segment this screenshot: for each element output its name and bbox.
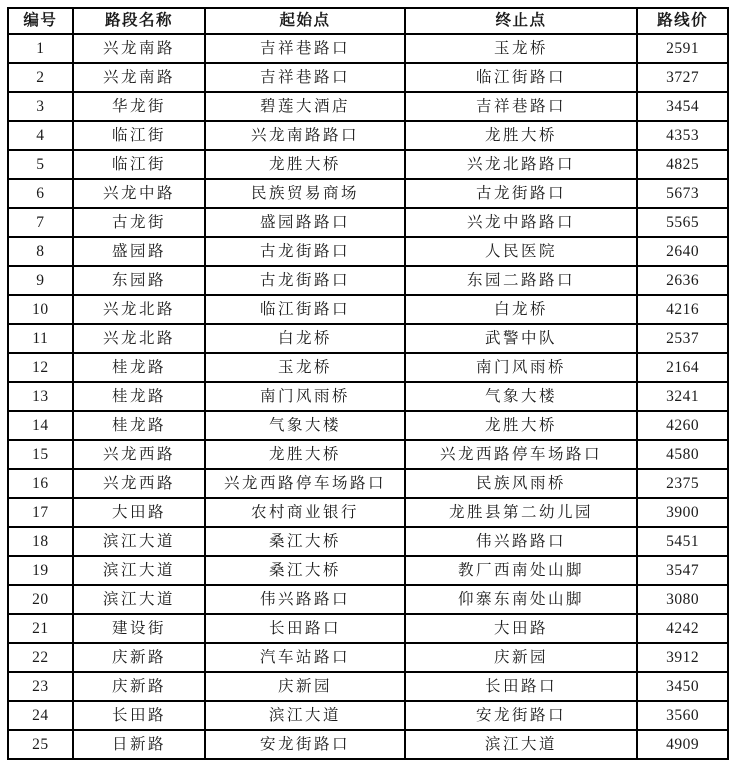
cell-number: 22 <box>8 643 73 672</box>
cell-end-point: 仰寨东南处山脚 <box>405 585 638 614</box>
cell-road-name: 庆新路 <box>73 643 205 672</box>
table-row <box>8 672 728 701</box>
cell-number: 17 <box>8 498 73 527</box>
cell-end-point: 东园二路路口 <box>405 266 638 295</box>
cell-start-point: 民族贸易商场 <box>205 179 404 208</box>
cell-number: 13 <box>8 382 73 411</box>
cell-number: 9 <box>8 266 73 295</box>
cell-route-price: 2591 <box>637 34 728 63</box>
cell-start-point: 碧莲大酒店 <box>205 92 404 121</box>
cell-number: 5 <box>8 150 73 179</box>
cell-number: 7 <box>8 208 73 237</box>
cell-start-point: 安龙街路口 <box>205 730 404 759</box>
cell-end-point: 兴龙北路路口 <box>405 150 638 179</box>
cell-end-point: 龙胜大桥 <box>405 411 638 440</box>
cell-end-point: 大田路 <box>405 614 638 643</box>
cell-road-name: 长田路 <box>73 701 205 730</box>
table-row <box>8 237 728 266</box>
cell-start-point: 长田路口 <box>205 614 404 643</box>
cell-number: 1 <box>8 34 73 63</box>
cell-start-point: 吉祥巷路口 <box>205 34 404 63</box>
cell-route-price: 4909 <box>637 730 728 759</box>
cell-start-point: 庆新园 <box>205 672 404 701</box>
cell-number: 11 <box>8 324 73 353</box>
table-row <box>8 34 728 63</box>
table-row <box>8 498 728 527</box>
cell-end-point: 南门风雨桥 <box>405 353 638 382</box>
cell-start-point: 玉龙桥 <box>205 353 404 382</box>
cell-road-name: 兴龙北路 <box>73 295 205 324</box>
table-row <box>8 208 728 237</box>
cell-end-point: 白龙桥 <box>405 295 638 324</box>
cell-road-name: 兴龙南路 <box>73 63 205 92</box>
table-row <box>8 63 728 92</box>
cell-start-point: 龙胜大桥 <box>205 440 404 469</box>
cell-number: 12 <box>8 353 73 382</box>
cell-number: 24 <box>8 701 73 730</box>
cell-road-name: 兴龙北路 <box>73 324 205 353</box>
cell-route-price: 3454 <box>637 92 728 121</box>
table-row <box>8 469 728 498</box>
cell-number: 23 <box>8 672 73 701</box>
cell-road-name: 兴龙中路 <box>73 179 205 208</box>
cell-road-name: 庆新路 <box>73 672 205 701</box>
cell-end-point: 人民医院 <box>405 237 638 266</box>
cell-route-price: 4216 <box>637 295 728 324</box>
cell-road-name: 滨江大道 <box>73 556 205 585</box>
cell-route-price: 4825 <box>637 150 728 179</box>
table-row <box>8 353 728 382</box>
cell-end-point: 龙胜大桥 <box>405 121 638 150</box>
cell-number: 25 <box>8 730 73 759</box>
header-number: 编号 <box>8 8 73 34</box>
cell-end-point: 教厂西南处山脚 <box>405 556 638 585</box>
cell-start-point: 兴龙西路停车场路口 <box>205 469 404 498</box>
cell-start-point: 滨江大道 <box>205 701 404 730</box>
cell-start-point: 吉祥巷路口 <box>205 63 404 92</box>
cell-start-point: 古龙街路口 <box>205 266 404 295</box>
cell-end-point: 武警中队 <box>405 324 638 353</box>
cell-road-name: 临江街 <box>73 121 205 150</box>
cell-number: 20 <box>8 585 73 614</box>
cell-route-price: 3912 <box>637 643 728 672</box>
cell-start-point: 临江街路口 <box>205 295 404 324</box>
road-price-table <box>7 7 729 760</box>
table-row <box>8 295 728 324</box>
cell-route-price: 3080 <box>637 585 728 614</box>
cell-end-point: 临江街路口 <box>405 63 638 92</box>
cell-end-point: 龙胜县第二幼儿园 <box>405 498 638 527</box>
cell-end-point: 伟兴路路口 <box>405 527 638 556</box>
cell-start-point: 龙胜大桥 <box>205 150 404 179</box>
cell-road-name: 东园路 <box>73 266 205 295</box>
cell-start-point: 白龙桥 <box>205 324 404 353</box>
table-row <box>8 701 728 730</box>
header-end-point: 终止点 <box>405 8 638 34</box>
cell-number: 21 <box>8 614 73 643</box>
cell-road-name: 临江街 <box>73 150 205 179</box>
header-road-name: 路段名称 <box>73 8 205 34</box>
table-row <box>8 730 728 759</box>
cell-route-price: 3241 <box>637 382 728 411</box>
table-row <box>8 643 728 672</box>
table-row <box>8 324 728 353</box>
cell-route-price: 2640 <box>637 237 728 266</box>
table-row <box>8 121 728 150</box>
cell-number: 18 <box>8 527 73 556</box>
cell-end-point: 兴龙西路停车场路口 <box>405 440 638 469</box>
cell-end-point: 玉龙桥 <box>405 34 638 63</box>
cell-start-point: 伟兴路路口 <box>205 585 404 614</box>
cell-route-price: 2375 <box>637 469 728 498</box>
cell-start-point: 桑江大桥 <box>205 527 404 556</box>
cell-road-name: 桂龙路 <box>73 353 205 382</box>
table-row <box>8 150 728 179</box>
table-row <box>8 585 728 614</box>
cell-number: 8 <box>8 237 73 266</box>
cell-route-price: 4260 <box>637 411 728 440</box>
cell-start-point: 桑江大桥 <box>205 556 404 585</box>
cell-route-price: 5673 <box>637 179 728 208</box>
cell-road-name: 兴龙西路 <box>73 440 205 469</box>
cell-end-point: 滨江大道 <box>405 730 638 759</box>
cell-number: 4 <box>8 121 73 150</box>
cell-end-point: 古龙街路口 <box>405 179 638 208</box>
cell-start-point: 汽车站路口 <box>205 643 404 672</box>
cell-road-name: 兴龙西路 <box>73 469 205 498</box>
table-row <box>8 614 728 643</box>
cell-road-name: 盛园路 <box>73 237 205 266</box>
cell-route-price: 4580 <box>637 440 728 469</box>
cell-start-point: 兴龙南路路口 <box>205 121 404 150</box>
cell-end-point: 庆新园 <box>405 643 638 672</box>
header-route-price: 路线价 <box>637 8 728 34</box>
cell-number: 10 <box>8 295 73 324</box>
table-body <box>8 34 728 759</box>
cell-road-name: 建设街 <box>73 614 205 643</box>
cell-number: 3 <box>8 92 73 121</box>
cell-start-point: 古龙街路口 <box>205 237 404 266</box>
cell-start-point: 南门风雨桥 <box>205 382 404 411</box>
cell-road-name: 滨江大道 <box>73 527 205 556</box>
cell-road-name: 桂龙路 <box>73 382 205 411</box>
header-row <box>8 8 728 34</box>
cell-route-price: 5565 <box>637 208 728 237</box>
cell-road-name: 桂龙路 <box>73 411 205 440</box>
cell-road-name: 古龙街 <box>73 208 205 237</box>
cell-start-point: 盛园路路口 <box>205 208 404 237</box>
cell-road-name: 华龙街 <box>73 92 205 121</box>
cell-end-point: 民族风雨桥 <box>405 469 638 498</box>
cell-route-price: 5451 <box>637 527 728 556</box>
table-row <box>8 527 728 556</box>
table-row <box>8 382 728 411</box>
cell-number: 19 <box>8 556 73 585</box>
cell-route-price: 2164 <box>637 353 728 382</box>
table-row <box>8 440 728 469</box>
cell-route-price: 3450 <box>637 672 728 701</box>
cell-route-price: 3560 <box>637 701 728 730</box>
cell-route-price: 3900 <box>637 498 728 527</box>
table-header <box>8 8 728 34</box>
cell-route-price: 3727 <box>637 63 728 92</box>
cell-route-price: 3547 <box>637 556 728 585</box>
cell-road-name: 日新路 <box>73 730 205 759</box>
table-row <box>8 266 728 295</box>
cell-road-name: 滨江大道 <box>73 585 205 614</box>
cell-number: 14 <box>8 411 73 440</box>
cell-start-point: 农村商业银行 <box>205 498 404 527</box>
table-row <box>8 92 728 121</box>
cell-route-price: 4353 <box>637 121 728 150</box>
cell-road-name: 兴龙南路 <box>73 34 205 63</box>
table-row <box>8 179 728 208</box>
cell-route-price: 2636 <box>637 266 728 295</box>
cell-number: 6 <box>8 179 73 208</box>
header-start-point: 起始点 <box>205 8 404 34</box>
cell-end-point: 气象大楼 <box>405 382 638 411</box>
cell-number: 16 <box>8 469 73 498</box>
cell-number: 2 <box>8 63 73 92</box>
cell-number: 15 <box>8 440 73 469</box>
cell-start-point: 气象大楼 <box>205 411 404 440</box>
cell-road-name: 大田路 <box>73 498 205 527</box>
cell-route-price: 2537 <box>637 324 728 353</box>
table-row <box>8 556 728 585</box>
cell-end-point: 长田路口 <box>405 672 638 701</box>
table-row <box>8 411 728 440</box>
cell-end-point: 吉祥巷路口 <box>405 92 638 121</box>
cell-end-point: 兴龙中路路口 <box>405 208 638 237</box>
cell-end-point: 安龙街路口 <box>405 701 638 730</box>
cell-route-price: 4242 <box>637 614 728 643</box>
